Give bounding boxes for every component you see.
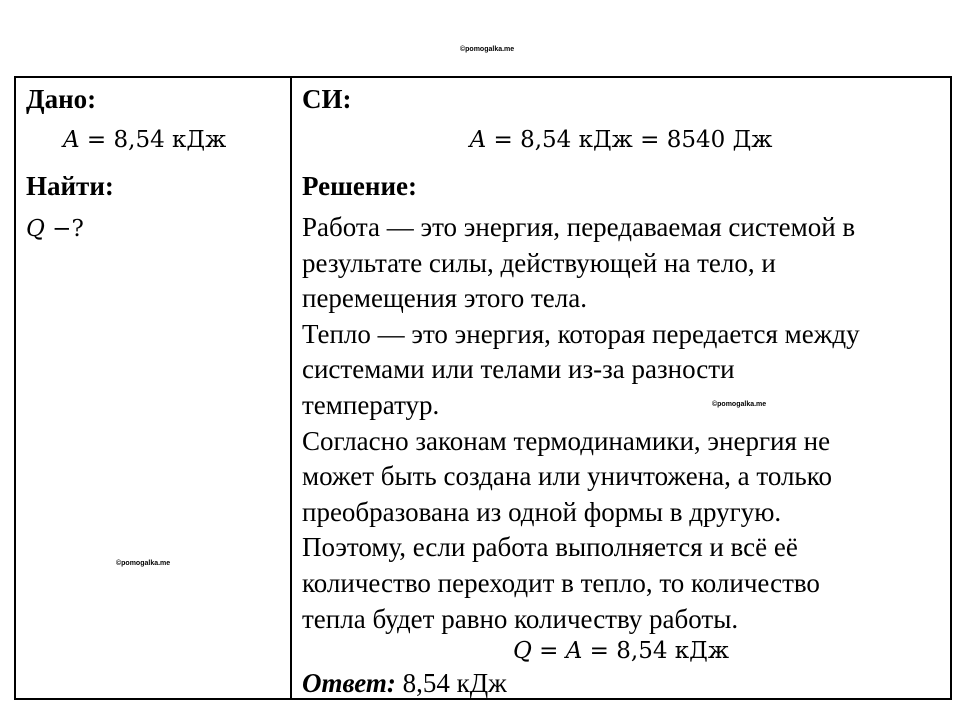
final-eq: =: [531, 638, 566, 664]
given-value: = 8,54 кДж: [79, 127, 227, 153]
si-value: = 8,54 кДж = 8540 Дж: [486, 127, 773, 153]
find-rest: −?: [44, 216, 84, 242]
given-symbol: A: [63, 127, 80, 153]
solution-line: перемещения этого тела.: [302, 283, 588, 314]
find-formula: [26, 214, 84, 244]
final-value: = 8,54 кДж: [582, 638, 730, 664]
given-column: [16, 78, 292, 698]
given-heading: Дано:: [26, 84, 97, 114]
solution-line: Поэтому, если работа выполняется и всё её: [302, 532, 798, 563]
final-q-symbol: Q: [512, 638, 532, 664]
answer-value: 8,54 кДж: [395, 668, 507, 698]
solution-line: может быть создана или уничтожена, а только: [302, 461, 832, 492]
given-formula: [63, 125, 226, 155]
answer: [302, 668, 507, 698]
final-a-symbol: A: [565, 638, 583, 664]
si-symbol: A: [469, 127, 487, 153]
solution-line: преобразована из одной формы в другую.: [302, 496, 782, 527]
si-formula: [292, 125, 950, 155]
watermark-left: ©pomogalka.me: [116, 560, 171, 567]
solution-line: количество переходит в тепло, то количество: [302, 567, 820, 598]
solution-column: [292, 78, 950, 698]
solution-line: Работа — это энергия, передаваемая системой в: [302, 212, 856, 242]
solution-line: системами или телами из-за разности: [302, 354, 735, 385]
watermark-right: ©pomogalka.me: [712, 401, 767, 408]
solution-heading: Решение:: [302, 171, 417, 201]
final-formula: [292, 636, 950, 666]
answer-label: Ответ:: [302, 668, 396, 698]
solution-line: Согласно законам термодинамики, энергия не: [302, 425, 831, 456]
solution-line: тепла будет равно количеству работы.: [302, 603, 739, 634]
si-heading: СИ:: [302, 84, 352, 114]
solution-line: Тепло — это энергия, которая передается между: [302, 318, 860, 349]
solution-text: [302, 210, 952, 637]
solution-line: результате силы, действующей на тело, и: [302, 247, 776, 278]
find-symbol: Q: [26, 216, 45, 242]
watermark-top: ©pomogalka.me: [460, 46, 515, 53]
find-heading: Найти:: [26, 171, 114, 201]
task-table: [14, 76, 952, 700]
solution-line: температур.: [302, 389, 440, 420]
